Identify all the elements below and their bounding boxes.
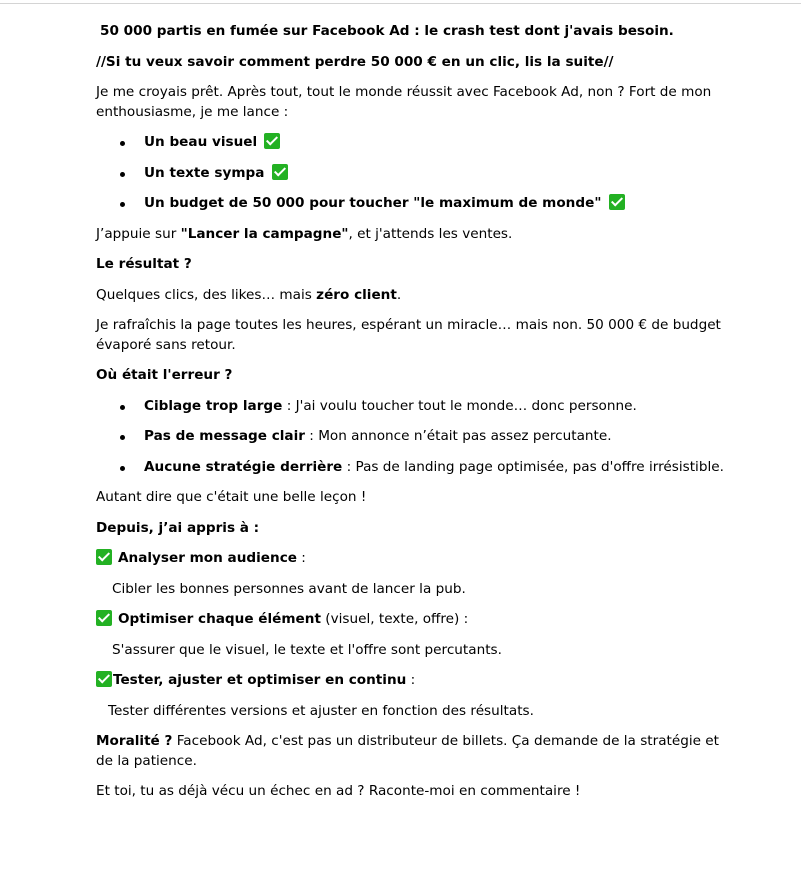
cta-paragraph: Et toi, tu as déjà vécu un échec en ad ? Raconte-moi en commentaire !: [96, 783, 581, 799]
learned-heading: Depuis, j’ai appris à :: [96, 519, 260, 536]
check-mark-icon: [609, 194, 625, 210]
learned-detail: S'assurer que le visuel, le texte et l'offre sont percutants.: [112, 641, 502, 658]
error-text: : J'ai voulu toucher tout le monde… donc personne.: [282, 397, 637, 414]
launch-item-label: Un budget de 50 000 pour toucher "le maximum de monde": [144, 195, 602, 211]
result-text-bold: zéro client: [316, 286, 397, 303]
bullet-icon: [120, 466, 125, 471]
error-list: [96, 397, 736, 478]
learned-label: Analyser mon audience: [118, 550, 297, 566]
list-item: [96, 133, 736, 153]
moral-paragraph: [96, 732, 736, 771]
post-title: 50 000 partis en fumée sur Facebook Ad : le crash test dont j'avais besoin.: [100, 23, 674, 39]
error-label: Pas de message clair: [144, 428, 305, 444]
check-mark-icon: [96, 671, 112, 687]
list-item: [96, 194, 736, 214]
error-label: Ciblage trop large: [144, 397, 283, 414]
check-mark-icon: [96, 610, 112, 626]
learned-detail: Tester différentes versions et ajuster en fonction des résultats.: [108, 702, 534, 719]
error-label: Aucune stratégie derrière: [144, 458, 343, 475]
bullet-icon: [120, 202, 125, 207]
post-subtitle: //Si tu veux savoir comment perdre 50 000 € en un clic, lis la suite//: [96, 53, 614, 70]
check-mark-icon: [264, 133, 280, 149]
bullet-icon: [120, 405, 125, 410]
learned-item: [96, 671, 736, 691]
press-text-before: J’appuie sur: [96, 225, 181, 242]
launch-item-label: Un texte sympa: [144, 164, 265, 181]
learned-detail: Cibler les bonnes personnes avant de lancer la pub.: [112, 580, 466, 597]
error-text: : Mon annonce n’était pas assez percutante.: [304, 428, 612, 444]
document-body: [96, 22, 736, 813]
error-text: : Pas de landing page optimisée, pas d'offre irrésistible.: [342, 458, 724, 475]
result-paragraph: [96, 286, 736, 306]
moral-text: Facebook Ad, c'est pas un distributeur de billets. Ça demande de la stratégie et de la patience.: [96, 733, 719, 769]
learned-item: [96, 549, 736, 569]
list-item: [96, 427, 736, 447]
learned-suffix: :: [406, 672, 416, 688]
learned-item: [96, 610, 736, 630]
launch-list: [96, 133, 736, 214]
check-mark-icon: [96, 549, 112, 565]
press-text-bold: "Lancer la campagne": [180, 225, 349, 242]
learned-label: Tester, ajuster et optimiser en continu: [113, 672, 407, 688]
press-paragraph: [96, 225, 736, 245]
bullet-icon: [120, 172, 125, 177]
result-text-after: .: [396, 286, 402, 303]
list-item: [96, 164, 736, 184]
lesson-paragraph: Autant dire que c'était une belle leçon !: [96, 489, 367, 505]
press-text-after: , et j'attends les ventes.: [348, 225, 513, 242]
result-heading: Le résultat ?: [96, 256, 192, 272]
check-mark-icon: [272, 164, 288, 180]
moral-label: Moralité ?: [96, 733, 173, 749]
bullet-icon: [120, 435, 125, 440]
bullet-icon: [120, 141, 125, 146]
list-item: [96, 458, 736, 478]
error-heading: Où était l'erreur ?: [96, 367, 233, 383]
intro-paragraph: Je me croyais prêt. Après tout, tout le monde réussit avec Facebook Ad, non ? Fort de mon enthousiasme, je me lance :: [96, 84, 712, 120]
learned-label: Optimiser chaque élément: [118, 611, 321, 627]
refresh-paragraph: Je rafraîchis la page toutes les heures, espérant un miracle… mais non. 50 000 € de budget évaporé sans retour.: [96, 317, 721, 353]
launch-item-label: Un beau visuel: [144, 134, 258, 150]
result-text-before: Quelques clics, des likes… mais: [96, 286, 317, 303]
learned-suffix: :: [296, 550, 306, 566]
learned-suffix: (visuel, texte, offre) :: [320, 611, 469, 627]
top-divider: [0, 3, 801, 4]
list-item: [96, 397, 736, 417]
